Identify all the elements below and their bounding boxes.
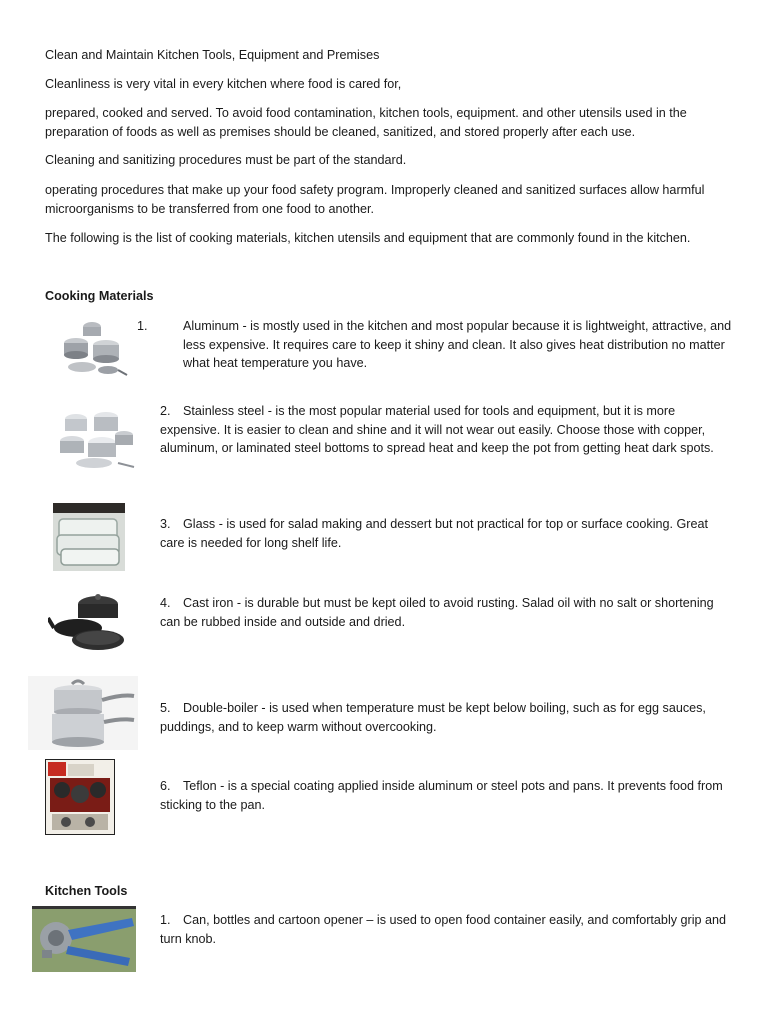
double-boiler-image <box>28 676 138 750</box>
intro-paragraph-1: Cleanliness is very vital in every kitchen where food is cared for, <box>45 77 402 91</box>
item-text: Aluminum - is mostly used in the kitchen and most popular because it is lightweight, attractive, and less expensive. It requires care to keep it shiny and clean. It also gives heat distribution no matter what heat temperature you have. <box>183 319 732 371</box>
aluminum-cookware-image <box>60 315 128 381</box>
intro-paragraph-3: Cleaning and sanitizing procedures must be part of the standard. <box>45 153 407 167</box>
item-number: 4. <box>160 596 171 610</box>
item-text: Can, bottles and cartoon opener – is used to open food container easily, and comfortably grip and turn knob. <box>160 913 727 946</box>
item-number: 6. <box>160 779 171 793</box>
item-text: Double-boiler - is used when temperature must be kept below boiling, such as for egg sauces, puddings, and to keep warm without overcooking. <box>160 701 706 734</box>
can-opener-image <box>32 906 136 972</box>
cooking-materials-heading: Cooking Materials <box>45 289 154 303</box>
item-text: Glass - is used for salad making and dessert but not practical for top or surface cooking. Great care is needed for long shelf life. <box>160 517 708 550</box>
cooking-material-item-6 <box>160 777 730 814</box>
item-number: 1. <box>160 913 171 927</box>
glass-dishes-image <box>53 503 125 571</box>
intro-paragraph-5: The following is the list of cooking materials, kitchen utensils and equipment that are commonly found in the kitchen. <box>45 231 691 245</box>
teflon-cookware-image <box>45 759 115 835</box>
cooking-material-item-1 <box>137 317 753 373</box>
cooking-material-item-4 <box>160 594 730 631</box>
item-number: 5. <box>160 701 171 715</box>
kitchen-tool-item-1 <box>160 911 730 948</box>
item-number: 1. <box>137 319 148 333</box>
intro-paragraph-4: operating procedures that make up your food safety program. Improperly cleaned and sanitized surfaces allow harmful microorganisms to be transferred from one food to another. <box>45 183 705 216</box>
item-text: Teflon - is a special coating applied inside aluminum or steel pots and pans. It prevents food from sticking to the pan. <box>160 779 723 812</box>
cast-iron-cookware-image <box>48 588 128 654</box>
item-number: 3. <box>160 517 171 531</box>
page-title: Clean and Maintain Kitchen Tools, Equipment and Premises <box>45 48 380 62</box>
cooking-material-item-3 <box>160 515 730 552</box>
item-text: Cast iron - is durable but must be kept oiled to avoid rusting. Salad oil with no salt or shortening can be rubbed inside and outside and dried. <box>160 596 714 629</box>
cooking-material-item-5 <box>160 699 730 736</box>
cooking-material-item-2 <box>160 402 730 458</box>
kitchen-tools-heading: Kitchen Tools <box>45 884 128 898</box>
item-text: Stainless steel - is the most popular material used for tools and equipment, but it is more expensive. It is easier to clean and shine and it will not wear out easily. Choose those with copper, aluminum, or laminated steel bottoms to spread heat and keep the pot from getting heat dark spots. <box>160 404 714 456</box>
item-number: 2. <box>160 404 171 418</box>
stainless-steel-cookware-image <box>54 405 136 471</box>
intro-paragraph-2: prepared, cooked and served. To avoid food contamination, kitchen tools, equipment. and other utensils used in the preparation of foods as well as premises should be cleaned, sanitized, and stored properly after each use. <box>45 106 687 139</box>
